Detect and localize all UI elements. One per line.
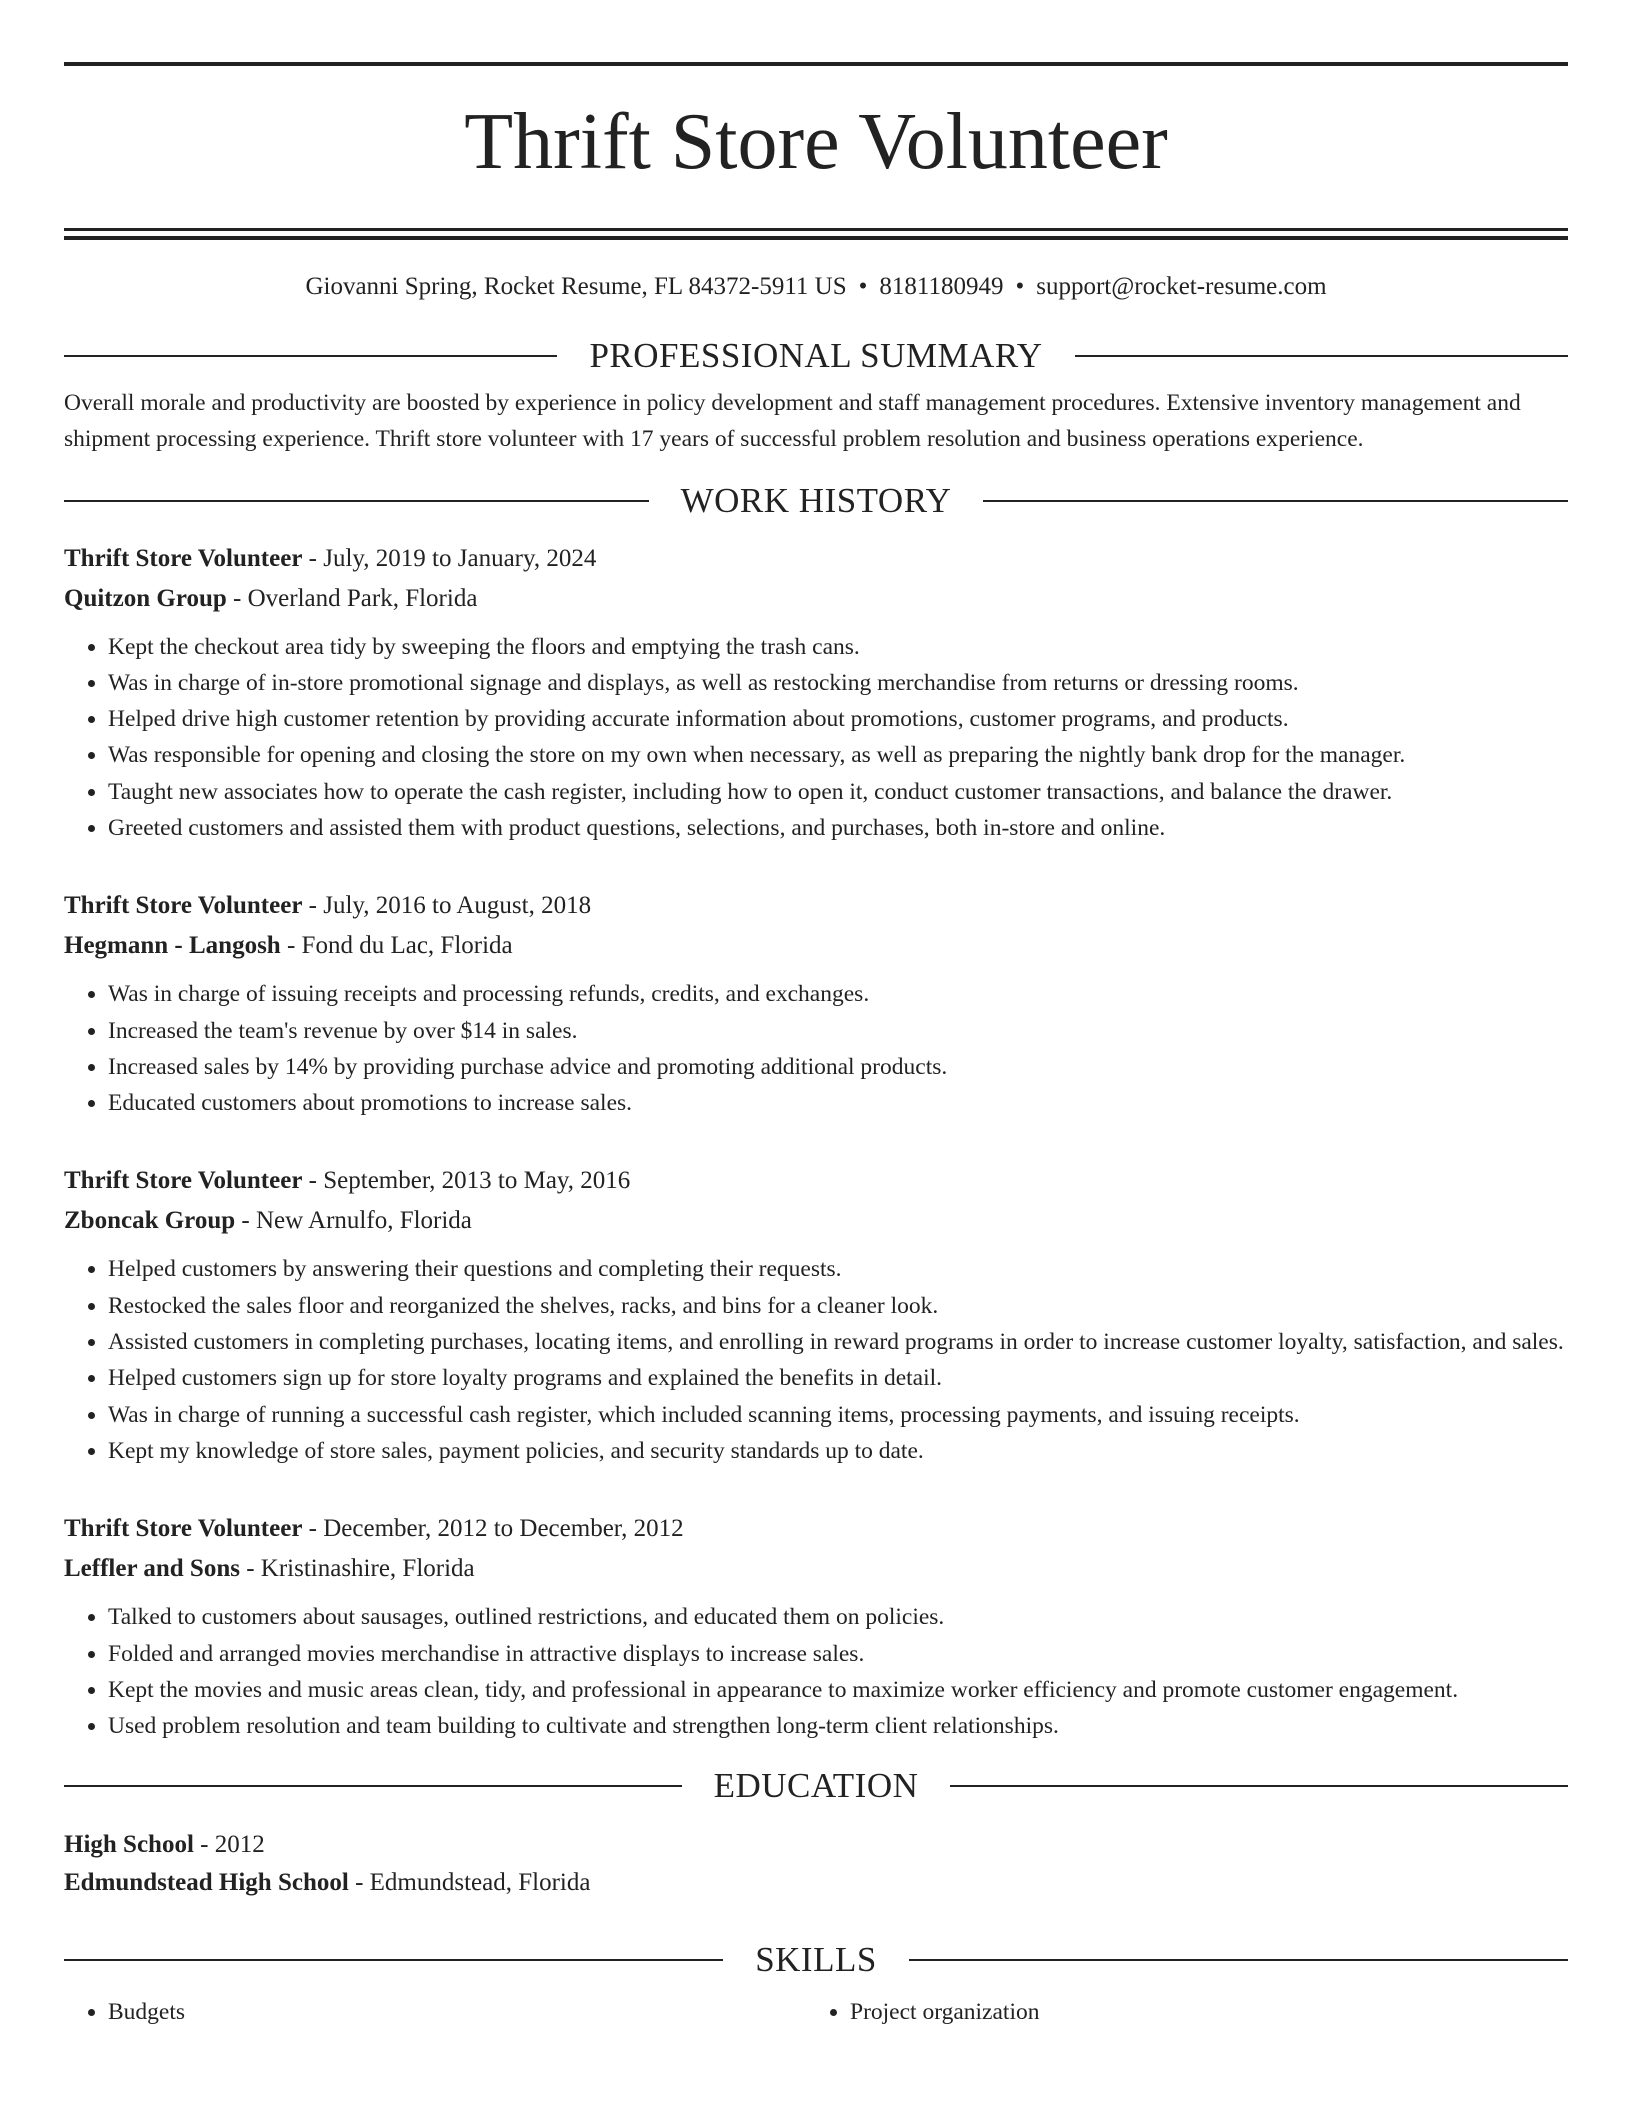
job-dates: - July, 2019 to January, 2024 xyxy=(302,544,597,572)
job-company-line xyxy=(64,1549,1568,1589)
contact-separator: • xyxy=(858,273,868,300)
double-rule xyxy=(64,228,1568,240)
job-location: - Overland Park, Florida xyxy=(226,584,478,612)
job-location: - Fond du Lac, Florida xyxy=(280,932,513,960)
education-degree-line xyxy=(64,1826,1568,1864)
job-company-line xyxy=(64,926,1568,966)
job-bullet: • Helped customers sign up for store loyalty programs and explained the benefits in detail. xyxy=(108,1360,1568,1396)
skill-item: • Project organization xyxy=(850,1994,1548,2030)
job-bullet: • Increased the team's revenue by over $14 in sales. xyxy=(108,1013,1568,1049)
resume-title: Thrift Store Volunteer xyxy=(464,98,1168,186)
education-degree: High School xyxy=(64,1831,194,1859)
education-location: - Edmundstead, Florida xyxy=(348,1869,591,1897)
job-bullets xyxy=(64,976,1568,1121)
job-bullet: • Greeted customers and assisted them with product questions, selections, and purchases, both in-store and online. xyxy=(108,810,1568,846)
job-bullet: • Used problem resolution and team building to cultivate and strengthen long-term client relationships. xyxy=(108,1708,1568,1744)
section-header-skills xyxy=(64,1940,1568,1980)
job-bullets xyxy=(64,1599,1568,1744)
section-rule xyxy=(1075,355,1568,357)
section-rule xyxy=(950,1785,1568,1787)
job-company: Leffler and Sons xyxy=(64,1555,240,1583)
section-rule xyxy=(909,1959,1568,1961)
job-dates: - July, 2016 to August, 2018 xyxy=(302,892,592,920)
section-rule xyxy=(983,500,1568,502)
skills-column-left xyxy=(64,1994,806,2030)
job-bullet: • Restocked the sales floor and reorganized the shelves, racks, and bins for a cleaner look. xyxy=(108,1288,1568,1324)
section-title-education: EDUCATION xyxy=(713,1766,919,1806)
skills-list xyxy=(64,1994,1568,2030)
contact-phone[interactable]: 8181180949 xyxy=(879,273,1004,300)
job-dates: - September, 2013 to May, 2016 xyxy=(302,1167,631,1195)
job-role: Thrift Store Volunteer xyxy=(64,1515,303,1543)
education-school: Edmundstead High School xyxy=(64,1869,349,1897)
job-company-line xyxy=(64,1201,1568,1241)
contact-email[interactable]: support@rocket-resume.com xyxy=(1036,273,1327,300)
job-dates: - December, 2012 to December, 2012 xyxy=(302,1515,684,1543)
contact-separator: • xyxy=(1015,273,1025,300)
job-bullet: • Increased sales by 14% by providing purchase advice and promoting additional products. xyxy=(108,1049,1568,1085)
job-role: Thrift Store Volunteer xyxy=(64,892,303,920)
job-bullet: • Folded and arranged movies merchandise in attractive displays to increase sales. xyxy=(108,1636,1568,1672)
section-header-work xyxy=(64,481,1568,521)
job-bullet: • Kept the checkout area tidy by sweeping the floors and emptying the trash cans. xyxy=(108,629,1568,665)
job-bullet: • Assisted customers in completing purchases, locating items, and enrolling in reward programs in order to increase customer loyalty, satisfaction, and sales. xyxy=(108,1324,1568,1360)
job-company: Hegmann - Langosh xyxy=(64,932,281,960)
section-header-education xyxy=(64,1766,1568,1806)
job-role: Thrift Store Volunteer xyxy=(64,544,303,572)
top-rule xyxy=(64,62,1568,66)
job-bullet: • Helped drive high customer retention by providing accurate information about promotions, customer programs, and products. xyxy=(108,701,1568,737)
job-bullet: • Taught new associates how to operate the cash register, including how to open it, conduct customer transactions, and balance the drawer. xyxy=(108,774,1568,810)
section-rule xyxy=(64,500,649,502)
work-history-list xyxy=(64,539,1568,1745)
job-location: - New Arnulfo, Florida xyxy=(235,1207,472,1235)
job-entry xyxy=(64,886,1568,1121)
job-bullet: • Was in charge of in-store promotional signage and displays, as well as restocking merchandise from returns or dressing rooms. xyxy=(108,665,1568,701)
job-bullet: • Was in charge of issuing receipts and processing refunds, credits, and exchanges. xyxy=(108,976,1568,1012)
education-year: - 2012 xyxy=(193,1831,265,1859)
contact-address: Giovanni Spring, Rocket Resume, FL 84372-5911 US xyxy=(305,273,847,300)
section-title-skills: SKILLS xyxy=(755,1940,877,1980)
job-role-line xyxy=(64,539,1568,579)
section-rule xyxy=(64,1785,682,1787)
job-bullets xyxy=(64,1251,1568,1469)
education-school-line xyxy=(64,1864,1568,1902)
job-bullet: • Talked to customers about sausages, outlined restrictions, and educated them on policies. xyxy=(108,1599,1568,1635)
summary-text: Overall morale and productivity are boosted by experience in policy development and staff management procedures. Extensive inventory management and shipment processing experience. Thrift store volunteer with 17 years of successful problem resolution and business operations experience. xyxy=(64,390,1521,452)
job-bullet: • Kept the movies and music areas clean, tidy, and professional in appearance to maximize worker efficiency and promote customer engagement. xyxy=(108,1672,1568,1708)
job-bullet: • Was responsible for opening and closing the store on my own when necessary, as well as preparing the nightly bank drop for the manager. xyxy=(108,737,1568,773)
skills-column-right xyxy=(806,1994,1548,2030)
section-header-summary xyxy=(64,336,1568,376)
job-bullet: • Educated customers about promotions to increase sales. xyxy=(108,1085,1568,1121)
section-title-work: WORK HISTORY xyxy=(680,480,952,520)
job-bullets xyxy=(64,629,1568,847)
section-rule xyxy=(64,1959,723,1961)
job-role-line xyxy=(64,1161,1568,1201)
section-title-summary: PROFESSIONAL SUMMARY xyxy=(589,336,1043,375)
section-rule xyxy=(64,355,557,357)
job-company: Zboncak Group xyxy=(64,1207,236,1235)
job-entry xyxy=(64,1161,1568,1469)
job-entry xyxy=(64,539,1568,847)
education-entry xyxy=(64,1826,1568,1902)
job-bullet: • Was in charge of running a successful cash register, which included scanning items, processing payments, and issuing receipts. xyxy=(108,1397,1568,1433)
job-entry xyxy=(64,1509,1568,1744)
job-company: Quitzon Group xyxy=(64,584,227,612)
job-company-line xyxy=(64,579,1568,619)
job-role: Thrift Store Volunteer xyxy=(64,1167,303,1195)
job-role-line xyxy=(64,1509,1568,1549)
skill-item: • Budgets xyxy=(108,1994,806,2030)
job-bullet: • Kept my knowledge of store sales, payment policies, and security standards up to date. xyxy=(108,1433,1568,1469)
job-role-line xyxy=(64,886,1568,926)
job-location: - Kristinashire, Florida xyxy=(239,1555,475,1583)
job-bullet: • Helped customers by answering their questions and completing their requests. xyxy=(108,1251,1568,1287)
contact-line xyxy=(64,272,1568,302)
